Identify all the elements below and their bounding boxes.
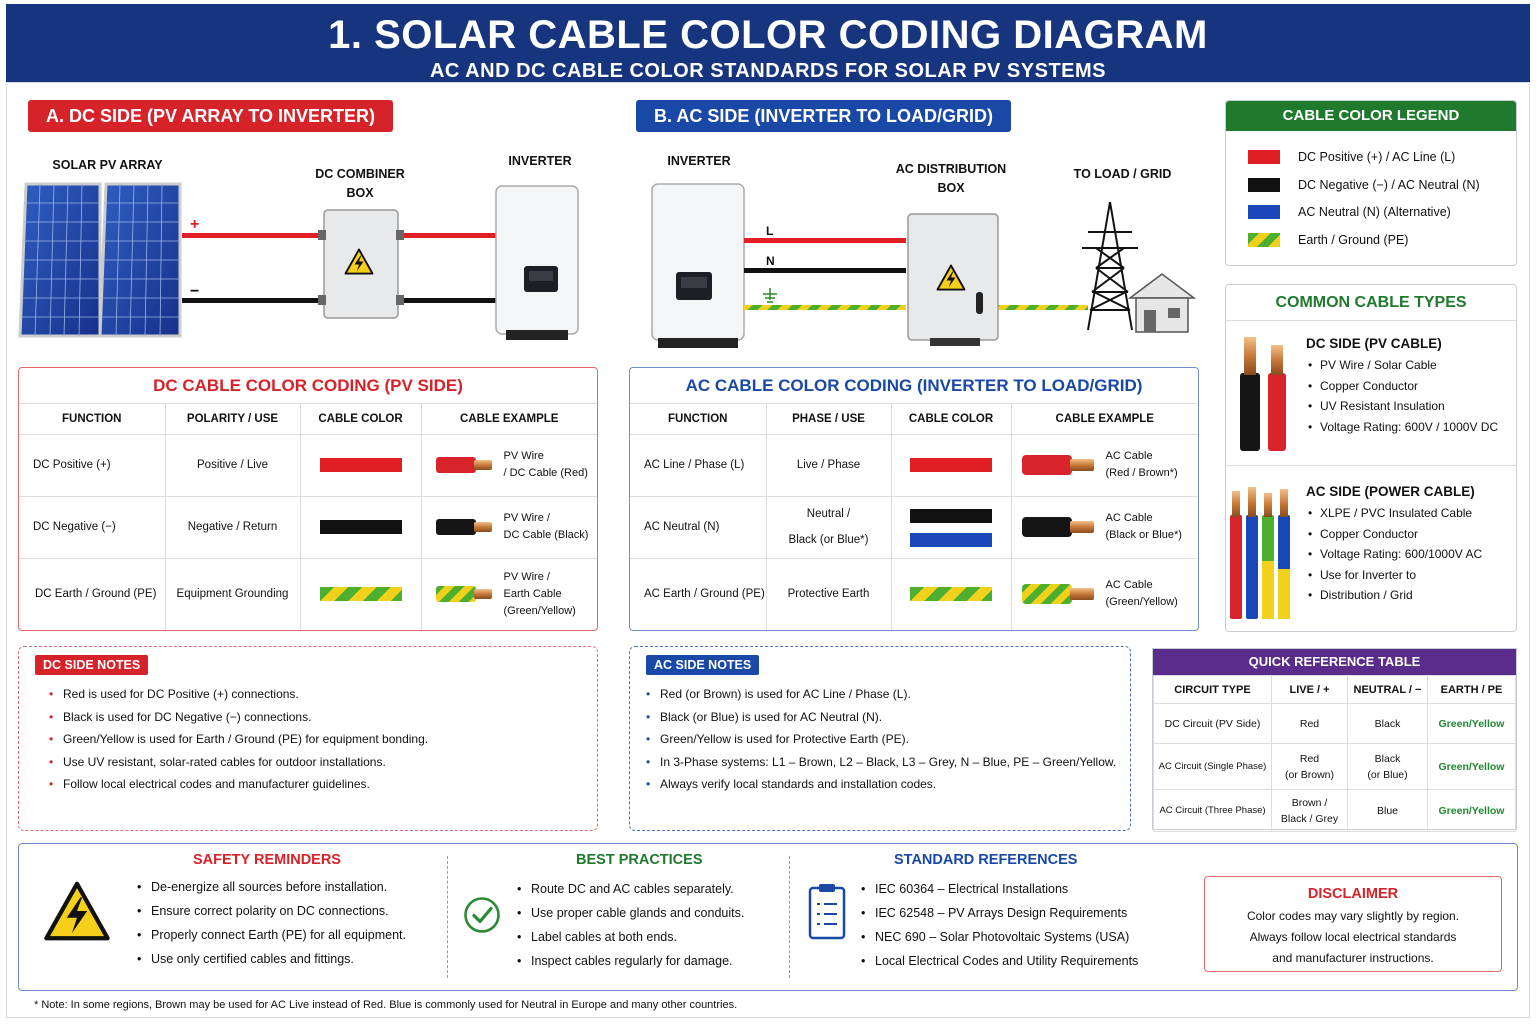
list-item: • Red (or Brown) is used for AC Line / Phase (L). — [646, 683, 1116, 706]
color-cell — [891, 434, 1011, 496]
table-row — [630, 434, 1198, 496]
list-item: • Local Electrical Codes and Utility Requirements — [861, 949, 1138, 973]
to-load-grid-label: TO LOAD / GRID — [1073, 167, 1172, 181]
list-item: • Voltage Rating: 600V / 1000V DC — [1308, 417, 1498, 438]
red-cable-icon — [1022, 454, 1094, 476]
list-item: • Inspect cables regularly for damage. — [517, 949, 744, 973]
dc-positive-wire — [182, 233, 322, 238]
color-cell — [300, 496, 421, 558]
function-cell: DC Positive (+) — [19, 434, 165, 496]
dc-inverter-icon — [496, 186, 578, 340]
legend-label: DC Negative (−) / AC Neutral (N) — [1298, 178, 1480, 192]
example-text: PV Wire / — [503, 570, 550, 583]
green-yellow-swatch — [1248, 233, 1280, 247]
example-cell — [1011, 434, 1198, 496]
list-item: • Use UV resistant, solar-rated cables for outdoor installations. — [49, 751, 428, 774]
use-cell: Positive / Live — [165, 434, 300, 496]
list-item: • Use only certified cables and fittings. — [137, 947, 406, 971]
table-header-row — [1154, 676, 1516, 704]
function-cell: AC Neutral (N) — [630, 496, 766, 558]
neutral-cell — [1348, 704, 1428, 744]
disclaimer-text: and manufacturer instructions. — [1272, 951, 1434, 965]
example-cell — [421, 434, 597, 496]
function-cell: AC Line / Phase (L) — [630, 434, 766, 496]
red-swatch — [320, 458, 402, 472]
cell-text: Blue — [1376, 804, 1398, 817]
column-header: CABLE EXAMPLE — [1011, 404, 1198, 434]
blue-swatch — [1248, 205, 1280, 219]
neutral-cell — [1348, 790, 1428, 832]
cell-text: (or Brown) — [1284, 768, 1334, 781]
example-cell — [421, 558, 597, 630]
column-header: EARTH / PE — [1428, 676, 1516, 704]
example-cell — [1011, 496, 1198, 558]
example-text: PV Wire — [503, 450, 544, 462]
table-row — [19, 434, 597, 496]
column-header: PHASE / USE — [766, 404, 891, 434]
quick-ref-title: QUICK REFERENCE TABLE — [1153, 649, 1516, 675]
column-header: LIVE / + — [1272, 676, 1348, 704]
list-item: • In 3-Phase systems: L1 – Brown, L2 – Black, L3 – Grey, N – Blue, PE – Green/Yellow. — [646, 751, 1116, 774]
ac-inverter-label: INVERTER — [667, 154, 731, 168]
best-practices-title: BEST PRACTICES — [576, 852, 703, 868]
example-text: AC Cable — [1105, 512, 1153, 524]
black-swatch — [1248, 178, 1280, 192]
disclaimer-title: DISCLAIMER — [1307, 886, 1399, 902]
safety-title: SAFETY REMINDERS — [193, 852, 341, 868]
dc-notes-box — [18, 646, 598, 831]
disclaimer-box — [1204, 876, 1502, 972]
list-item: • IEC 60364 – Electrical Installations — [861, 877, 1138, 901]
red-swatch — [1248, 150, 1280, 164]
color-cell — [891, 558, 1011, 630]
dc-combiner-label: DC COMBINER BOX — [315, 167, 405, 200]
circuit-cell: DC Circuit (PV Side) — [1154, 704, 1272, 744]
column-header: CIRCUIT TYPE — [1154, 676, 1272, 704]
cell-text: Black / Grey — [1280, 812, 1339, 825]
quick-reference-table — [1152, 648, 1517, 830]
transmission-tower-icon — [1082, 202, 1138, 330]
list-item: • Distribution / Grid — [1308, 585, 1482, 606]
example-text: (Green/Yellow) — [1105, 596, 1178, 609]
example-text: / DC Cable (Red) — [503, 467, 588, 479]
green-yellow-swatch — [320, 587, 402, 601]
list-item: • XLPE / PVC Insulated Cable — [1308, 503, 1482, 524]
list-item: • Black is used for DC Negative (−) connections. — [49, 706, 428, 729]
column-header: POLARITY / USE — [165, 404, 300, 434]
example-text: AC Cable — [1105, 450, 1153, 462]
dc-plus-sign: + — [190, 216, 200, 233]
example-text: PV Wire / — [503, 512, 550, 524]
earth-cell: Green/Yellow — [1428, 744, 1516, 790]
warning-icon — [43, 880, 111, 942]
circuit-cell: AC Circuit (Single Phase) — [1154, 744, 1272, 790]
cell-text: (or Blue) — [1367, 768, 1408, 781]
legend-label: AC Neutral (N) (Alternative) — [1298, 205, 1451, 219]
green-yellow-swatch — [910, 587, 992, 601]
table-header-row — [630, 404, 1198, 434]
cell-text: Black — [1374, 752, 1401, 765]
list-item: • Voltage Rating: 600/1000V AC — [1308, 544, 1482, 565]
list-item: • Ensure correct polarity on DC connections. — [137, 899, 406, 923]
footnote: * Note: In some regions, Brown may be used for AC Live instead of Red. Blue is commonly used for Neutral in Europe and many other countries. — [34, 999, 738, 1011]
ac-inverter-icon — [652, 184, 744, 348]
use-cell: Equipment Grounding — [165, 558, 300, 630]
green-yellow-cable-icon — [436, 585, 492, 603]
page-subtitle: AC AND DC CABLE COLOR STANDARDS FOR SOLAR PV SYSTEMS — [429, 60, 1107, 82]
ac-earth-wire — [744, 305, 906, 310]
live-cell — [1272, 790, 1348, 832]
example-text: (Red / Brown*) — [1105, 467, 1178, 479]
dc-notes-title: DC SIDE NOTES — [35, 655, 148, 675]
disclaimer-text: Color codes may vary slightly by region. — [1246, 909, 1460, 923]
column-header: CABLE EXAMPLE — [421, 404, 597, 434]
black-cable-icon — [1022, 516, 1094, 538]
list-item: • Label cables at both ends. — [517, 925, 744, 949]
page-title: 1. SOLAR CABLE COLOR CODING DIAGRAM — [328, 13, 1208, 57]
example-text: Earth Cable — [503, 587, 562, 600]
ac-notes-title: AC SIDE NOTES — [646, 655, 759, 675]
list-item: • Use for Inverter to — [1308, 565, 1482, 586]
black-swatch — [910, 509, 992, 523]
dc-coding-table — [18, 367, 598, 631]
color-cell — [300, 434, 421, 496]
pv-array-label: SOLAR PV ARRAY — [52, 158, 163, 172]
dc-inverter-label: INVERTER — [508, 154, 572, 168]
red-swatch — [910, 458, 992, 472]
use-text: Black (or Blue*) — [788, 534, 869, 546]
column-header: CABLE COLOR — [891, 404, 1011, 434]
use-cell — [766, 496, 891, 558]
black-swatch — [320, 520, 402, 534]
disclaimer-text: Always follow local electrical standards — [1249, 930, 1457, 944]
legend-title: CABLE COLOR LEGEND — [1226, 101, 1516, 131]
list-item: • UV Resistant Insulation — [1308, 396, 1498, 417]
common-cable-types — [1225, 284, 1517, 632]
example-text: (Black or Blue*) — [1105, 529, 1182, 541]
column-header: FUNCTION — [19, 404, 165, 434]
table-row — [19, 496, 597, 558]
list-item: • Properly connect Earth (PE) for all equipment. — [137, 923, 406, 947]
ac-cable-section — [1306, 481, 1482, 606]
list-item: • Use proper cable glands and conduits. — [517, 901, 744, 925]
legend-label: Earth / Ground (PE) — [1298, 233, 1409, 247]
use-cell — [766, 558, 891, 630]
dc-cable-heading: DC SIDE (PV CABLE) — [1306, 336, 1442, 351]
example-cell — [1011, 558, 1198, 630]
list-item: • Route DC and AC cables separately. — [517, 877, 744, 901]
legend-label: DC Positive (+) / AC Line (L) — [1298, 150, 1456, 164]
live-cell — [1272, 704, 1348, 744]
ac-cable-heading: AC SIDE (POWER CABLE) — [1306, 484, 1475, 499]
cable-types-title: COMMON CABLE TYPES — [1226, 285, 1516, 321]
example-text: AC Cable — [1105, 579, 1153, 592]
list-item: • Red is used for DC Positive (+) connections. — [49, 683, 428, 706]
table-row — [630, 558, 1198, 630]
color-cell — [891, 496, 1011, 558]
ac-neutral-wire — [744, 268, 906, 273]
list-item: • PV Wire / Solar Cable — [1308, 355, 1498, 376]
red-cable-icon — [436, 456, 492, 474]
list-item: • Follow local electrical codes and manufacturer guidelines. — [49, 773, 428, 796]
use-cell: Negative / Return — [165, 496, 300, 558]
list-item: • Green/Yellow is used for Earth / Ground (PE) for equipment bonding. — [49, 728, 428, 751]
earth-cell: Green/Yellow — [1428, 704, 1516, 744]
ac-neutral-label: N — [766, 254, 775, 268]
dc-cable-pair-icon — [1236, 333, 1296, 453]
header-banner — [6, 4, 1530, 82]
column-header: NEUTRAL / − — [1348, 676, 1428, 704]
legend-item — [1248, 230, 1408, 250]
ac-section-title: B. AC SIDE (INVERTER TO LOAD/GRID) — [636, 100, 1011, 132]
dc-table-title: DC CABLE COLOR CODING (PV SIDE) — [19, 368, 597, 404]
legend-item — [1248, 175, 1480, 195]
column-header: CABLE COLOR — [300, 404, 421, 434]
cell-text: Brown / — [1291, 796, 1328, 809]
live-cell — [1272, 744, 1348, 790]
dc-minus-sign: − — [190, 283, 200, 300]
use-text: Live / Phase — [796, 459, 861, 471]
check-circle-icon — [463, 896, 501, 934]
ac-table-title: AC CABLE COLOR CODING (INVERTER TO LOAD/GRID) — [630, 368, 1198, 404]
table-row — [1154, 790, 1516, 832]
table-row — [630, 496, 1198, 558]
bottom-info-panel — [18, 843, 1518, 991]
use-cell — [766, 434, 891, 496]
dc-wiring-diagram — [14, 178, 614, 348]
list-item: • Copper Conductor — [1308, 524, 1482, 545]
clipboard-icon — [807, 882, 847, 940]
ac-distribution-box-icon — [908, 214, 998, 346]
function-cell: DC Earth / Ground (PE) — [19, 558, 165, 630]
list-item: • Copper Conductor — [1308, 376, 1498, 397]
ac-distribution-label: AC DISTRIBUTION BOX — [895, 162, 1007, 195]
table-header-row — [19, 404, 597, 434]
ac-wiring-diagram — [640, 180, 1220, 356]
dc-negative-wire — [182, 298, 322, 303]
table-row — [1154, 744, 1516, 790]
standards-title: STANDARD REFERENCES — [894, 852, 1078, 868]
ac-line-wire — [744, 238, 906, 243]
color-cell — [300, 558, 421, 630]
list-item: • Always verify local standards and installation codes. — [646, 773, 1116, 796]
green-yellow-cable-icon — [1022, 583, 1094, 605]
example-text: DC Cable (Black) — [503, 529, 589, 541]
blue-swatch — [910, 533, 992, 547]
cable-color-legend — [1225, 100, 1517, 266]
dc-cable-section — [1306, 333, 1498, 437]
neutral-cell — [1348, 744, 1428, 790]
list-item: • Green/Yellow is used for Protective Earth (PE). — [646, 728, 1116, 751]
list-item: • IEC 62548 – PV Arrays Design Requirements — [861, 901, 1138, 925]
legend-item — [1248, 147, 1455, 167]
list-item: • De-energize all sources before installation. — [137, 875, 406, 899]
list-item: • Black (or Blue) is used for AC Neutral (N). — [646, 706, 1116, 729]
black-cable-icon — [436, 518, 492, 536]
list-item: • NEC 690 – Solar Photovoltaic Systems (USA) — [861, 925, 1138, 949]
table-row — [19, 558, 597, 630]
ac-coding-table — [629, 367, 1199, 631]
circuit-cell: AC Circuit (Three Phase) — [1154, 790, 1272, 832]
combiner-box-icon — [318, 210, 404, 318]
table-row — [1154, 704, 1516, 744]
solar-panel-icon — [20, 184, 180, 336]
cell-text: Black — [1374, 717, 1401, 730]
example-text: (Green/Yellow) — [503, 604, 576, 617]
cell-text: Red — [1299, 717, 1320, 730]
cell-text: Red — [1299, 752, 1320, 765]
ac-cable-set-icon — [1228, 485, 1294, 621]
use-text: Neutral / — [806, 508, 851, 520]
column-header: FUNCTION — [630, 404, 766, 434]
function-cell: DC Negative (−) — [19, 496, 165, 558]
function-cell: AC Earth / Ground (PE) — [630, 558, 766, 630]
earth-cell: Green/Yellow — [1428, 790, 1516, 832]
ac-notes-box — [629, 646, 1131, 831]
legend-item — [1248, 202, 1451, 222]
dc-section-title: A. DC SIDE (PV ARRAY TO INVERTER) — [28, 100, 393, 132]
example-cell — [421, 496, 597, 558]
house-icon — [1130, 274, 1194, 332]
use-text: Protective Earth — [787, 588, 870, 601]
ac-line-label: L — [766, 224, 774, 238]
